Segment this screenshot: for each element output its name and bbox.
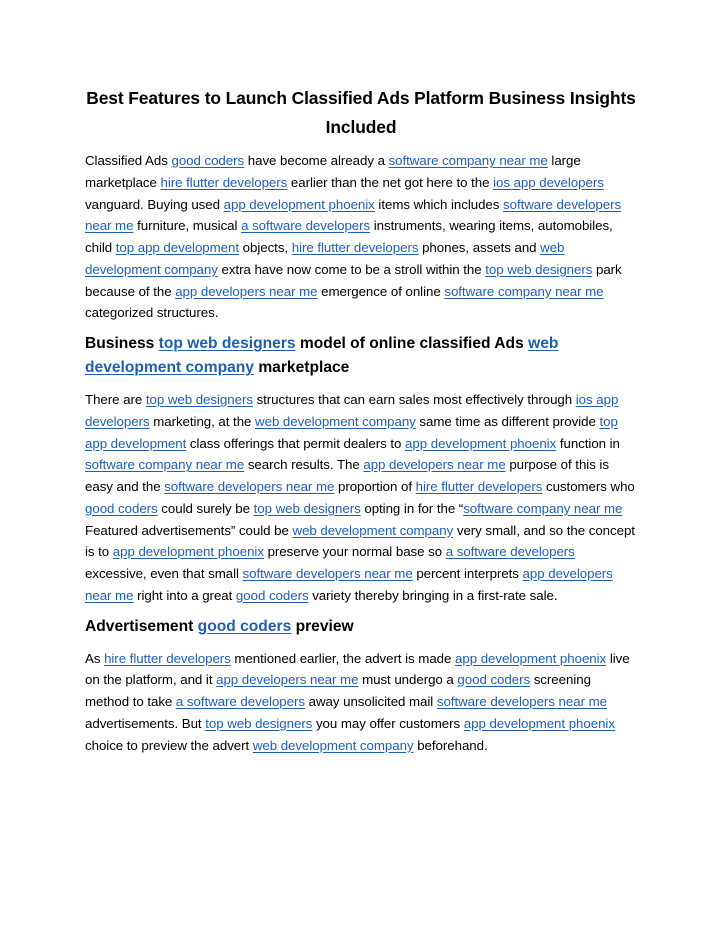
inline-link-app-development-phoenix[interactable]: app development phoenix xyxy=(463,715,615,731)
inline-link-good-coders[interactable]: good coders xyxy=(457,672,531,688)
inline-link-web-development-company[interactable]: web development company xyxy=(85,335,559,376)
inline-link-web-development-company[interactable]: web development company xyxy=(252,737,414,753)
inline-link-web-development-company[interactable]: web development company xyxy=(255,413,416,429)
inline-link-hire-flutter-developers[interactable]: hire flutter developers xyxy=(160,174,288,190)
inline-link-software-company-near-me[interactable]: software company near me xyxy=(444,283,604,299)
inline-link-top-web-designers[interactable]: top web designers xyxy=(145,392,253,407)
inline-link-software-company-near-me[interactable]: software company near me xyxy=(463,500,623,516)
advertisement-preview-paragraph: As hire flutter developers mentioned earlier, the advert is made app development phoenix live on the platform, and it app developers near me must undergo a good coders screening method to take a software developers away unsolicited mail software developers near me advertisements. But top web designers you may offer customers app development phoenix choice to preview the advert web development company beforehand. xyxy=(85,650,630,753)
inline-link-app-developers-near-me[interactable]: app developers near me xyxy=(175,283,318,299)
inline-link-top-web-designers[interactable]: top web designers xyxy=(205,715,313,731)
inline-link-a-software-developers[interactable]: a software developers xyxy=(445,544,575,560)
inline-link-ios-app-developers[interactable]: ios app developers xyxy=(493,174,604,190)
inline-link-good-coders[interactable]: good coders xyxy=(171,153,245,168)
inline-link-web-development-company[interactable]: web development company xyxy=(85,240,565,277)
inline-link-software-developers-near-me[interactable]: software developers near me xyxy=(85,196,622,234)
inline-link-top-app-development[interactable]: top app development xyxy=(115,240,239,255)
inline-link-hire-flutter-developers[interactable]: hire flutter developers xyxy=(104,650,231,666)
inline-link-app-developers-near-me[interactable]: app developers near me xyxy=(363,457,506,473)
inline-link-a-software-developers[interactable]: a software developers xyxy=(175,694,305,709)
section-heading-advertisement-preview: Advertisement good coders preview xyxy=(85,617,354,635)
inline-link-top-web-designers[interactable]: top web designers xyxy=(485,261,593,277)
inline-link-hire-flutter-developers[interactable]: hire flutter developers xyxy=(291,240,419,255)
section-heading-business-model: Business top web designers model of online classified Ads web development company marketplace xyxy=(85,335,559,376)
inline-link-a-software-developers[interactable]: a software developers xyxy=(241,218,371,234)
inline-link-good-coders[interactable]: good coders xyxy=(235,587,309,603)
inline-link-app-development-phoenix[interactable]: app development phoenix xyxy=(455,650,607,666)
inline-link-web-development-company[interactable]: web development company xyxy=(292,522,454,538)
inline-link-app-development-phoenix[interactable]: app development phoenix xyxy=(112,544,264,560)
inline-link-software-company-near-me[interactable]: software company near me xyxy=(85,457,245,473)
inline-link-app-development-phoenix[interactable]: app development phoenix xyxy=(223,196,375,212)
inline-link-app-developers-near-me[interactable]: app developers near me xyxy=(85,566,613,603)
inline-link-software-company-near-me[interactable]: software company near me xyxy=(388,153,548,168)
intro-paragraph: Classified Ads good coders have become already a software company near me large marketplace hire flutter developers earlier than the net got here to the ios app developers vanguard. Buying used app development phoenix items which includes software developers near me furniture, musical a software developers instruments, wearing items, automobiles, child top app development objects, hire flutter developers phones, assets and web development company extra have now come to be a stroll within the top web designers park because of the app developers near me emergence of online software company near me categorized structures. xyxy=(85,153,622,321)
page-title: Best Features to Launch Classified Ads Platform Business Insights Included xyxy=(86,88,636,137)
inline-link-top-web-designers[interactable]: top web designers xyxy=(158,335,296,352)
inline-link-software-developers-near-me[interactable]: software developers near me xyxy=(242,566,413,581)
inline-link-top-web-designers[interactable]: top web designers xyxy=(253,500,361,516)
inline-link-software-developers-near-me[interactable]: software developers near me xyxy=(164,479,335,494)
inline-link-good-coders[interactable]: good coders xyxy=(197,617,292,635)
inline-link-software-developers-near-me[interactable]: software developers near me xyxy=(436,694,607,709)
document-page xyxy=(85,84,637,756)
inline-link-app-development-phoenix[interactable]: app development phoenix xyxy=(405,435,557,451)
inline-link-top-app-development[interactable]: top app development xyxy=(85,413,618,451)
business-model-paragraph: There are top web designers structures that can earn sales most effectively through ios app developers marketing, at the web development company same time as different provide top app development class offerings that permit dealers to app development phoenix function in software company near me search results. The app developers near me purpose of this is easy and the software developers near me proportion of hire flutter developers customers who good coders could surely be top web designers opting in for the “software company near me Featured advertisements” could be web development company very small, and so the concept is to app development phoenix preserve your normal base so a software developers excessive, even that small software developers near me percent interprets app developers near me right into a great good coders variety thereby bringing in a first-rate sale. xyxy=(85,392,635,603)
inline-link-app-developers-near-me[interactable]: app developers near me xyxy=(216,672,359,688)
inline-link-ios-app-developers[interactable]: ios app developers xyxy=(85,392,619,429)
inline-link-good-coders[interactable]: good coders xyxy=(85,500,158,516)
inline-link-hire-flutter-developers[interactable]: hire flutter developers xyxy=(415,479,543,494)
